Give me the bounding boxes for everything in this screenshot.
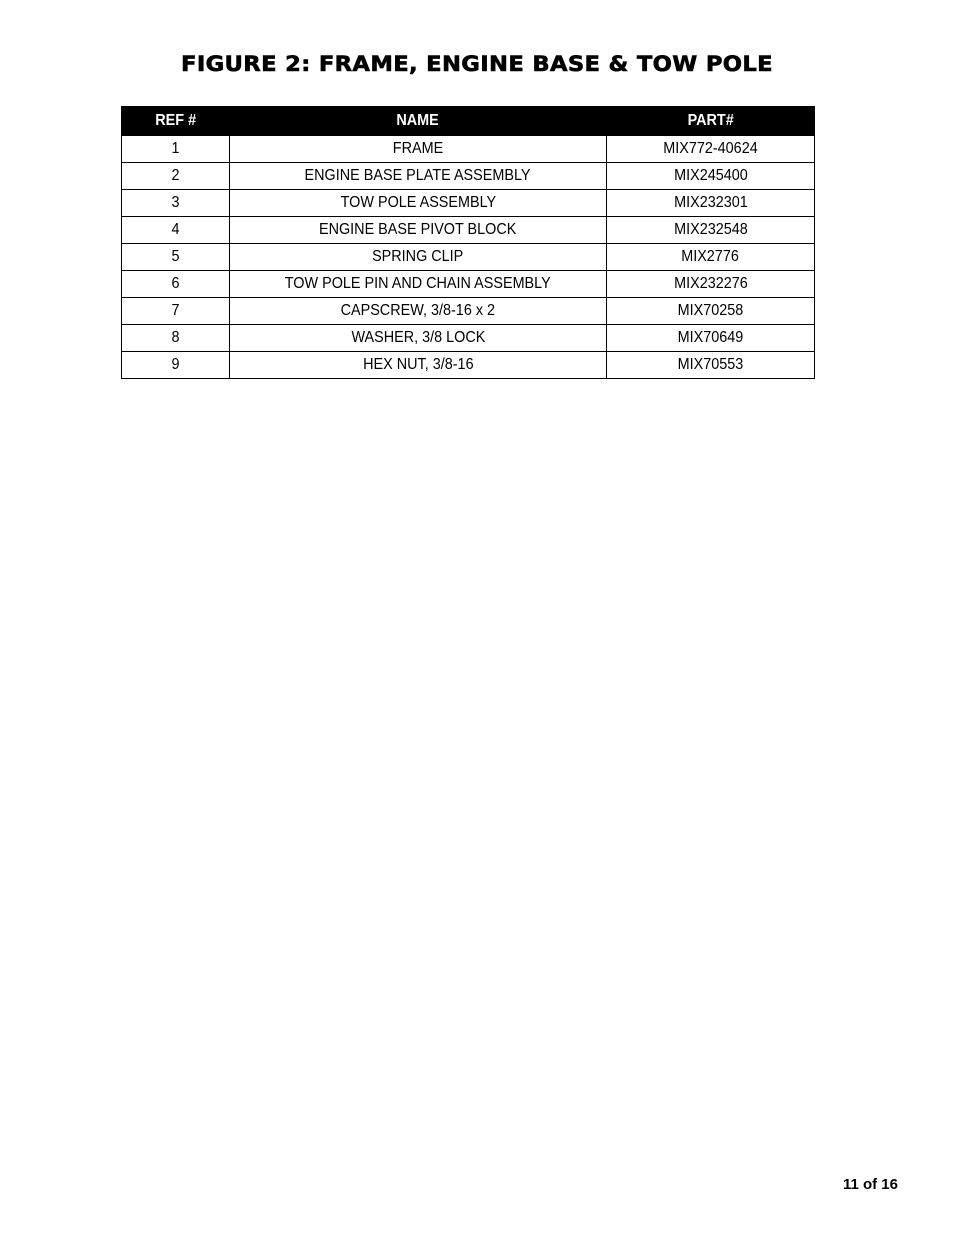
- part-cell: MIX245400: [607, 163, 815, 190]
- ref-cell: 1: [122, 136, 230, 163]
- table-header-row: [122, 107, 815, 136]
- ref-cell: 8: [122, 325, 230, 352]
- name-cell: CAPSCREW, 3/8-16 x 2: [230, 298, 607, 325]
- part-cell: MIX70258: [607, 298, 815, 325]
- part-cell: MIX232276: [607, 271, 815, 298]
- part-cell: MIX772-40624: [607, 136, 815, 163]
- ref-cell: 5: [122, 244, 230, 271]
- parts-table: [121, 106, 815, 379]
- ref-cell: 9: [122, 352, 230, 379]
- table-row: [122, 136, 815, 163]
- ref-cell: 2: [122, 163, 230, 190]
- header-part: PART#: [607, 107, 815, 136]
- ref-cell: 3: [122, 190, 230, 217]
- ref-cell: 4: [122, 217, 230, 244]
- table-row: [122, 352, 815, 379]
- table-row: [122, 217, 815, 244]
- name-cell: TOW POLE PIN AND CHAIN ASSEMBLY: [230, 271, 607, 298]
- name-cell: FRAME: [230, 136, 607, 163]
- name-cell: ENGINE BASE PLATE ASSEMBLY: [230, 163, 607, 190]
- name-cell: SPRING CLIP: [230, 244, 607, 271]
- ref-cell: 6: [122, 271, 230, 298]
- table-row: [122, 271, 815, 298]
- part-cell: MIX70553: [607, 352, 815, 379]
- table-row: [122, 244, 815, 271]
- header-name: NAME: [230, 107, 607, 136]
- name-cell: TOW POLE ASSEMBLY: [230, 190, 607, 217]
- table-row: [122, 325, 815, 352]
- header-ref: REF #: [122, 107, 230, 136]
- table-row: [122, 298, 815, 325]
- table-row: [122, 163, 815, 190]
- part-cell: MIX232301: [607, 190, 815, 217]
- name-cell: ENGINE BASE PIVOT BLOCK: [230, 217, 607, 244]
- ref-cell: 7: [122, 298, 230, 325]
- page-number: 11 of 16: [842, 1176, 898, 1193]
- name-cell: HEX NUT, 3/8-16: [230, 352, 607, 379]
- part-cell: MIX232548: [607, 217, 815, 244]
- table-row: [122, 190, 815, 217]
- name-cell: WASHER, 3/8 LOCK: [230, 325, 607, 352]
- page-title: FIGURE 2: FRAME, ENGINE BASE & TOW POLE: [181, 52, 773, 76]
- part-cell: MIX70649: [607, 325, 815, 352]
- part-cell: MIX2776: [607, 244, 815, 271]
